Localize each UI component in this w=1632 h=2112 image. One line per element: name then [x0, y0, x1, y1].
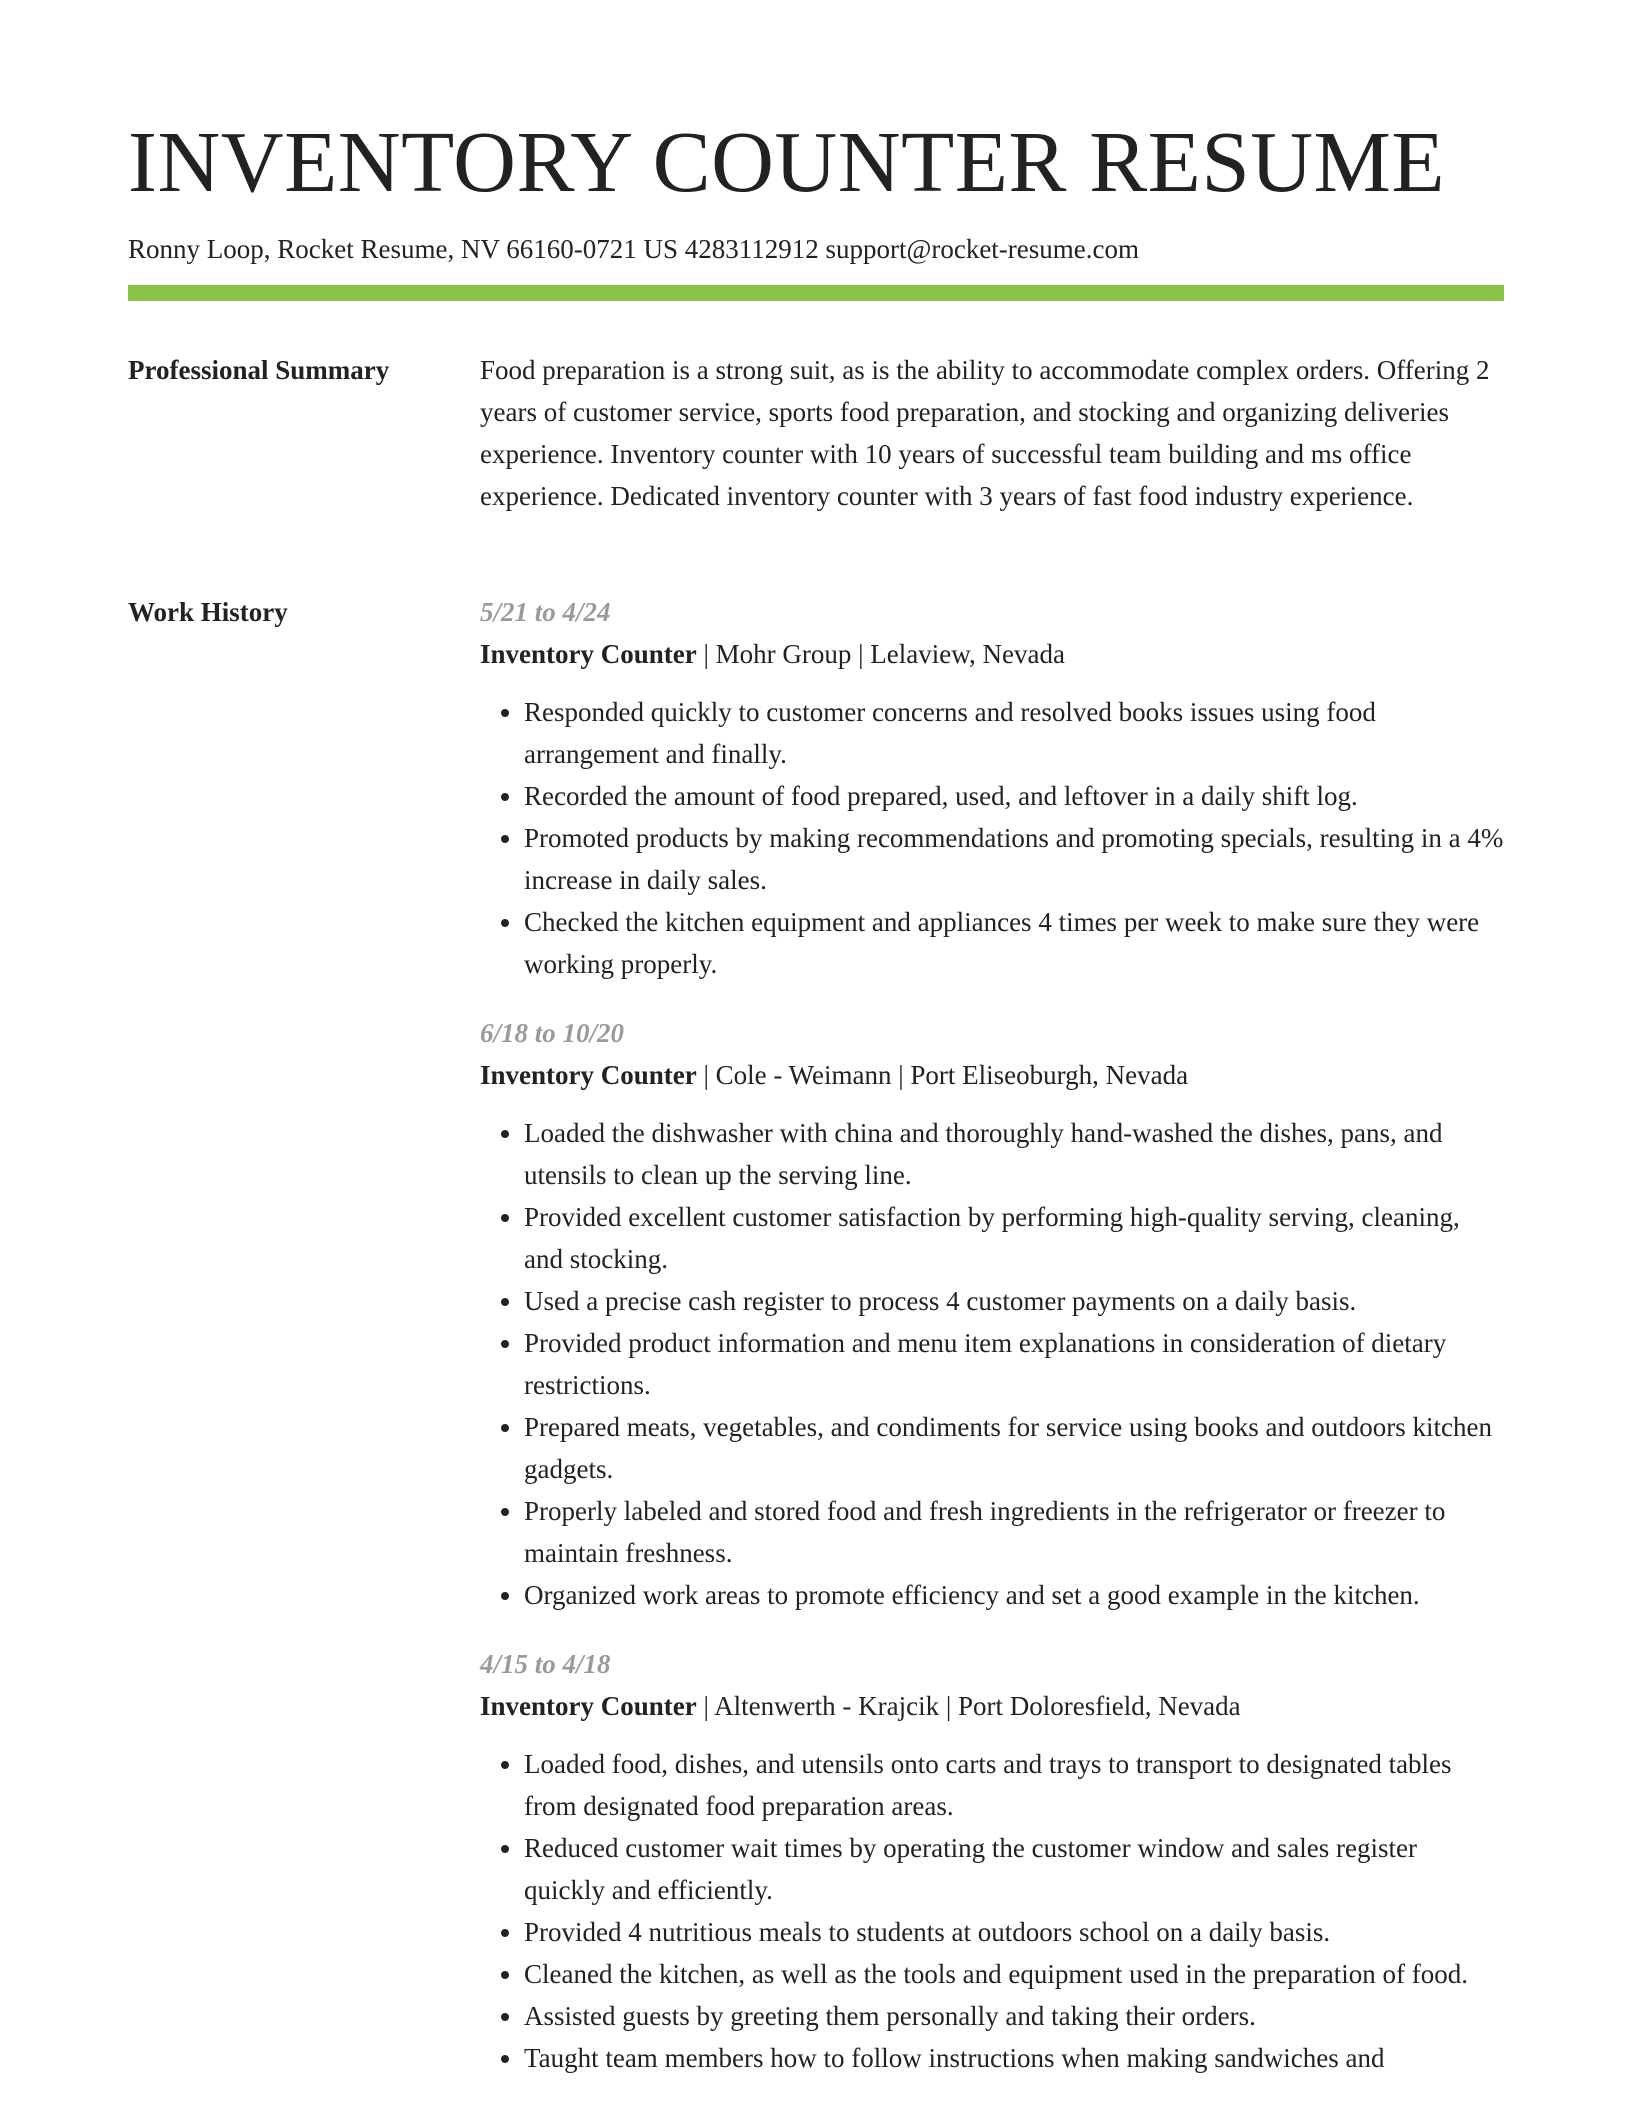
- job-bullet: • Loaded food, dishes, and utensils onto carts and trays to transport to designated tables from designated food preparation areas.: [524, 1743, 1504, 1827]
- job-bullet: • Organized work areas to promote efficiency and set a good example in the kitchen.: [524, 1574, 1504, 1616]
- summary-text: Food preparation is a strong suit, as is the ability to accommodate complex orders. Offering 2 years of customer service, sports food preparation, and stocking and organizing deliveries experience. Inventory counter with 10 years of successful team building and ms office experience. Dedicated inventory counter with 3 years of fast food industry experience.: [480, 355, 1490, 511]
- job-bullet: • Recorded the amount of food prepared, used, and leftover in a daily shift log.: [524, 775, 1504, 817]
- job-details: | Cole - Weimann | Port Eliseoburgh, Nevada: [696, 1060, 1189, 1090]
- job-dates: 6/18 to 10/20: [480, 1018, 625, 1048]
- job-bullets: [480, 691, 1504, 985]
- summary-label: Professional Summary: [128, 355, 390, 385]
- job-header: [480, 1054, 1504, 1096]
- job-entry: [480, 591, 1504, 985]
- job-bullet: • Properly labeled and stored food and fresh ingredients in the refrigerator or freezer to maintain freshness.: [524, 1490, 1504, 1574]
- job-dates: 5/21 to 4/24: [480, 597, 611, 627]
- job-bullet: • Prepared meats, vegetables, and condiments for service using books and outdoors kitchen gadgets.: [524, 1406, 1504, 1490]
- accent-divider: [128, 285, 1504, 301]
- job-title: Inventory Counter: [480, 1691, 697, 1721]
- contact-info: Ronny Loop, Rocket Resume, NV 66160-0721 US 4283112912 support@rocket-resume.com: [128, 234, 1139, 264]
- job-bullet: • Reduced customer wait times by operating the customer window and sales register quickly and efficiently.: [524, 1827, 1504, 1911]
- job-bullet: • Loaded the dishwasher with china and thoroughly hand-washed the dishes, pans, and utensils to clean up the serving line.: [524, 1112, 1504, 1196]
- job-bullet: • Cleaned the kitchen, as well as the tools and equipment used in the preparation of food.: [524, 1953, 1504, 1995]
- work-history-label: Work History: [128, 597, 288, 627]
- resume-title: INVENTORY COUNTER RESUME: [128, 113, 1446, 210]
- work-history-section: [480, 591, 1504, 2106]
- job-details: | Mohr Group | Lelaview, Nevada: [696, 639, 1065, 669]
- job-entry: [480, 1012, 1504, 1616]
- job-bullet: • Assisted guests by greeting them personally and taking their orders.: [524, 1995, 1504, 2037]
- job-bullet: • Promoted products by making recommendations and promoting specials, resulting in a 4% increase in daily sales.: [524, 817, 1504, 901]
- job-header: [480, 633, 1504, 675]
- job-bullet: • Provided 4 nutritious meals to students at outdoors school on a daily basis.: [524, 1911, 1504, 1953]
- job-bullet: • Provided product information and menu item explanations in consideration of dietary restrictions.: [524, 1322, 1504, 1406]
- job-details: | Altenwerth - Krajcik | Port Doloresfield, Nevada: [696, 1691, 1241, 1721]
- job-bullet: • Responded quickly to customer concerns and resolved books issues using food arrangement and finally.: [524, 691, 1504, 775]
- job-bullets: [480, 1743, 1504, 2079]
- job-bullet: • Provided excellent customer satisfaction by performing high-quality serving, cleaning, and stocking.: [524, 1196, 1504, 1280]
- summary-section: [480, 349, 1504, 517]
- job-entry: [480, 1643, 1504, 2079]
- job-title: Inventory Counter: [480, 639, 697, 669]
- job-bullet: • Checked the kitchen equipment and appliances 4 times per week to make sure they were working properly.: [524, 901, 1504, 985]
- job-header: [480, 1685, 1504, 1727]
- job-bullets: [480, 1112, 1504, 1616]
- job-title: Inventory Counter: [480, 1060, 697, 1090]
- job-bullet: • Taught team members how to follow instructions when making sandwiches and: [524, 2037, 1504, 2079]
- job-bullet: • Used a precise cash register to process 4 customer payments on a daily basis.: [524, 1280, 1504, 1322]
- job-dates: 4/15 to 4/18: [480, 1649, 611, 1679]
